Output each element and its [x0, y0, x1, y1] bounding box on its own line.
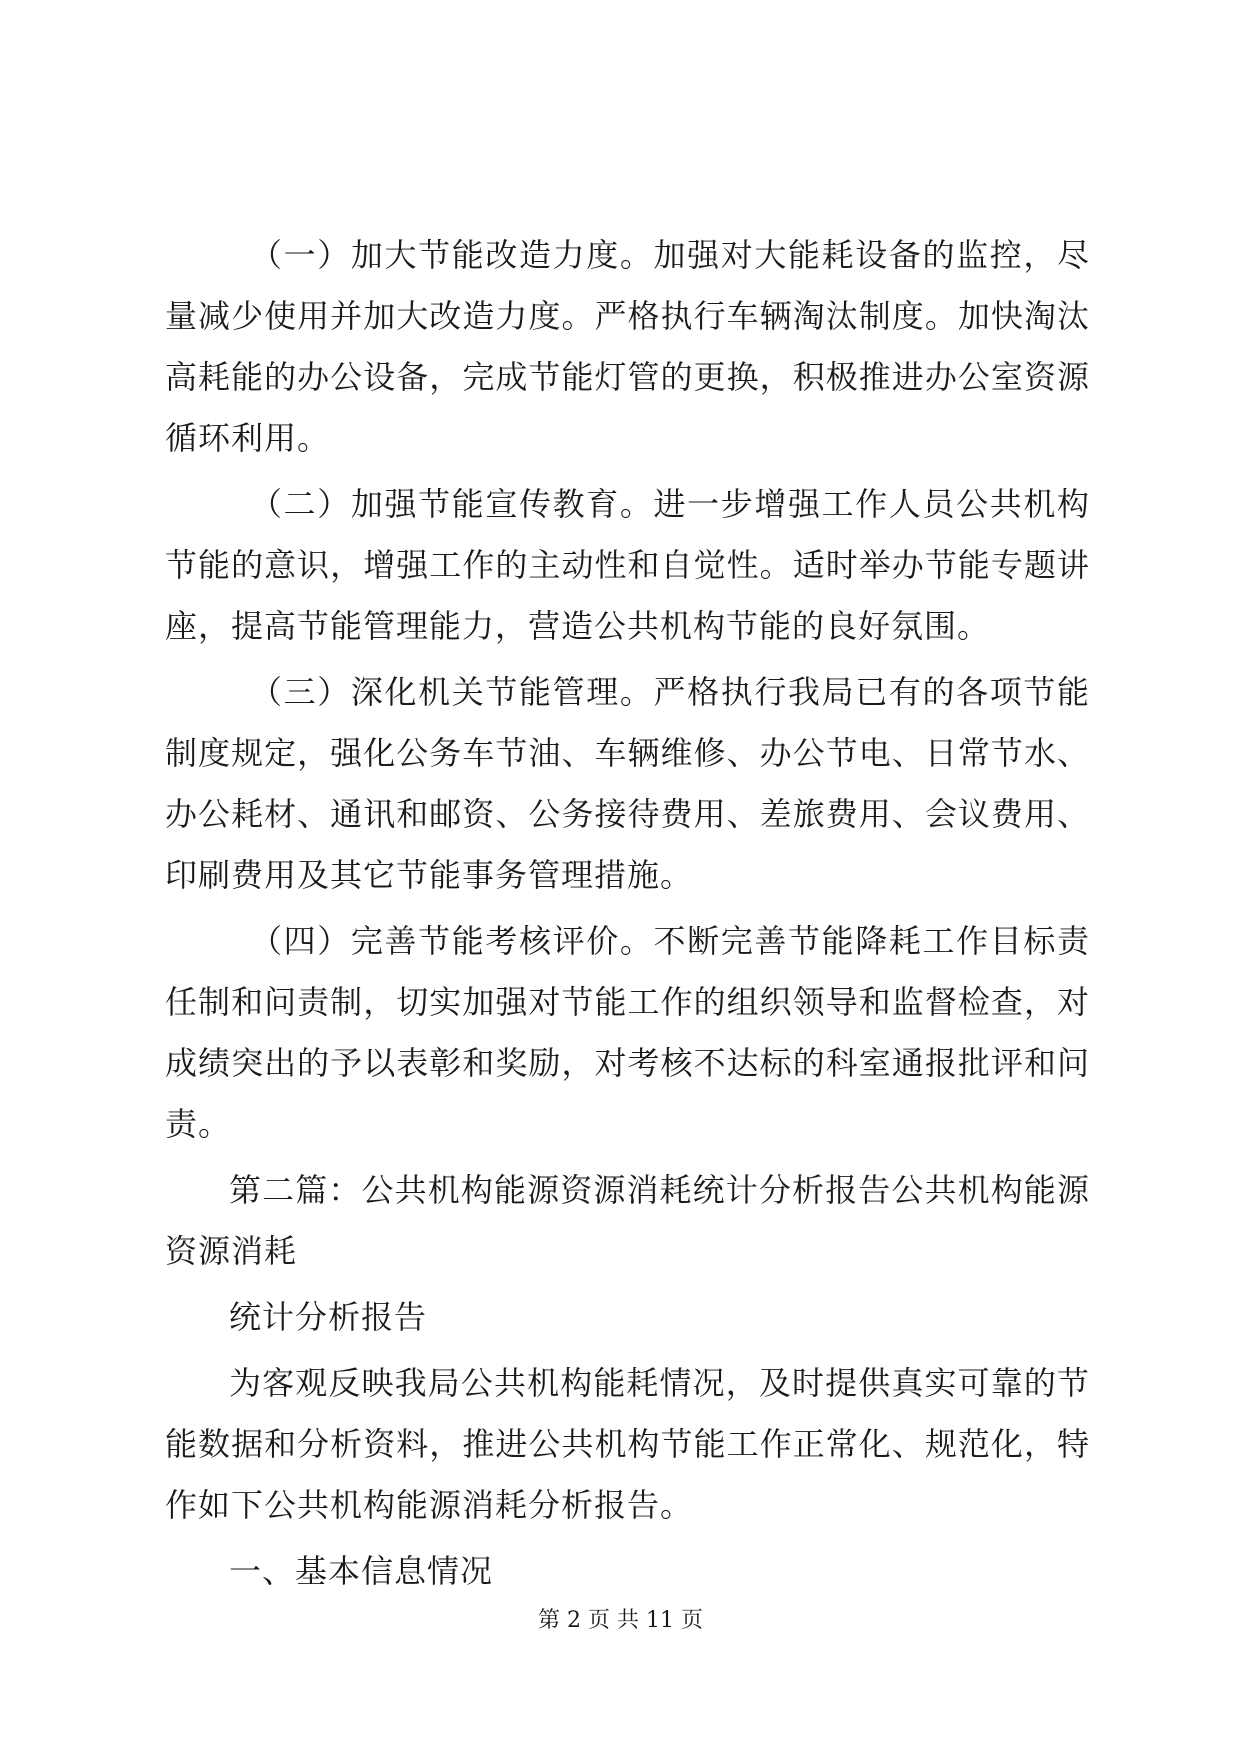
heading-basic-info: 一、基本信息情况	[229, 1552, 494, 1590]
paragraph-measure-4: （四）完善节能考核评价。不断完善节能降耗工作目标责任制和问责制，切实加强对节能工作的组织领导和监督检查，对成绩突出的予以表彰和奖励，对考核不达标的科室通报批评和问责。	[165, 922, 1090, 1143]
page-number-footer: 第 2 页 共 11 页	[538, 1608, 703, 1633]
paragraph-measure-3: （三）深化机关节能管理。严格执行我局已有的各项节能制度规定，强化公务车节油、车辆维修、办公节电、日常节水、办公耗材、通讯和邮资、公务接待费用、差旅费用、会议费用、印刷费用及其它节能事务管理措施。	[165, 673, 1090, 894]
section-title-part-two: 第二篇：公共机构能源资源消耗统计分析报告公共机构能源资源消耗	[165, 1171, 1090, 1270]
section-subtitle: 统计分析报告	[229, 1298, 428, 1336]
paragraph-measure-2: （二）加强节能宣传教育。进一步增强工作人员公共机构节能的意识，增强工作的主动性和自觉性。适时举办节能专题讲座，提高节能管理能力，营造公共机构节能的良好氛围。	[165, 485, 1090, 645]
paragraph-intro: 为客观反映我局公共机构能耗情况，及时提供真实可靠的节能数据和分析资料，推进公共机构节能工作正常化、规范化，特作如下公共机构能源消耗分析报告。	[165, 1364, 1090, 1524]
document-body	[165, 225, 1090, 1602]
paragraph-measure-1: （一）加大节能改造力度。加强对大能耗设备的监控，尽量减少使用并加大改造力度。严格执行车辆淘汰制度。加快淘汰高耗能的办公设备，完成节能灯管的更换，积极推进办公室资源循环利用。	[165, 236, 1090, 457]
